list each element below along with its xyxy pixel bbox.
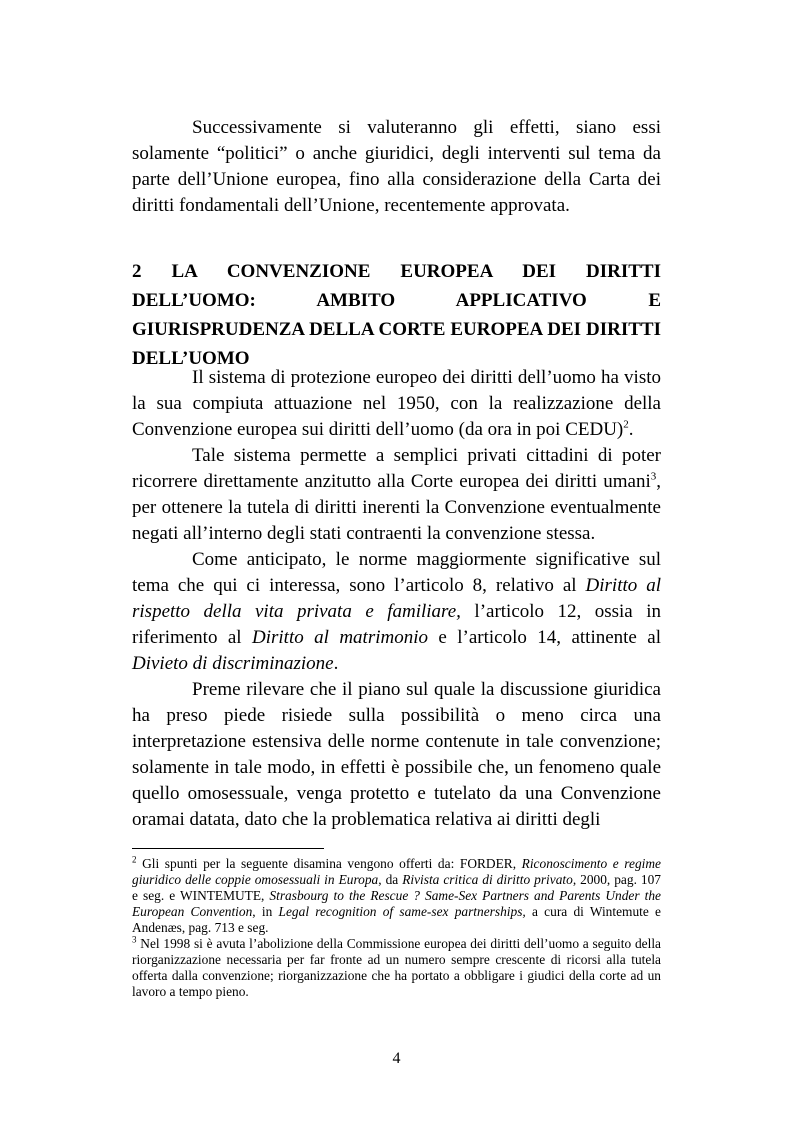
article-12-title: Diritto al matrimonio — [252, 627, 428, 648]
footnote-3-number: 3 — [132, 934, 137, 945]
body-paragraph-2-end: , per ottenere la tutela di diritti inerenti la Convenzione eventualmente negati all’interno degli stati contraenti la convenzione stessa. — [132, 471, 661, 544]
footnote-ref-3[interactable]: 3 — [650, 470, 657, 483]
body-paragraph-3-text-b: l’articolo 12, ossia in riferimento al — [132, 601, 661, 648]
footnote-2-number: 2 — [132, 854, 137, 865]
footnote-2-text-c: , 2000, pag. 107 e seg. e WINTEMUTE, — [132, 872, 661, 903]
body-paragraph-3-text-c: e l’articolo 14, attinente al — [428, 627, 661, 648]
body-paragraph-3-text-d: . — [333, 653, 339, 674]
article-14-title: Divieto di discriminazione — [132, 653, 334, 674]
footnotes — [132, 856, 661, 1000]
footnote-2-title-2: Strasbourg to the Rescue ? Same-Sex Partners and Parents Under the European Convention — [132, 888, 661, 919]
body-paragraph-2 — [132, 443, 661, 547]
footnote-2-journal: Rivista critica di diritto privato — [402, 872, 573, 887]
section-body — [132, 365, 661, 833]
body-paragraph-3-text-a: Come anticipato, le norme maggiormente significative sul tema che qui ci interessa, sono l’articolo 8, relativo al — [132, 549, 661, 596]
footnote-separator — [132, 848, 324, 849]
footnote-2-text-b: , da — [378, 872, 403, 887]
article-8-title: Diritto al rispetto della vita privata e familiare, — [132, 575, 661, 622]
footnote-2-title-1: Riconoscimento e regime giuridico delle coppie omosessuali in Europa — [132, 856, 661, 887]
footnote-2-text-e: a cura di Wintemute e Andenæs, pag. 713 e seg. — [132, 904, 661, 935]
body-paragraph-2-text: Tale sistema permette a semplici privati cittadini di poter ricorrere direttamente anzitutto alla Corte europea dei diritti umani — [132, 445, 661, 492]
body-paragraph-1 — [132, 365, 661, 443]
footnote-2-text-a: Gli spunti per la seguente disamina vengono offerti da: FORDER, — [136, 856, 522, 871]
intro-paragraph: Successivamente si valuteranno gli effetti, siano essi solamente “politici” o anche giuridici, degli interventi sul tema da parte dell’Unione europea, fino alla considerazione della Carta dei diritti fondamentali dell’Unione, recentemente approvata. — [132, 117, 661, 216]
footnote-ref-2[interactable]: 2 — [623, 418, 629, 431]
footnote-2-text-d: , in — [252, 904, 279, 919]
body-paragraph-4: Preme rilevare che il piano sul quale la discussione giuridica ha preso piede risiede sulla possibilità o meno circa una interpretazione estensiva delle norme contenute in tale convenzione; solamente in tale modo, in effetti è possibile che, un fenomeno quale quello omosessuale, venga protetto e tutelato da una Convenzione oramai datata, dato che la problematica relativa ai diritti degli — [132, 679, 661, 830]
body-paragraph-3 — [132, 547, 661, 677]
footnote-2 — [132, 856, 661, 936]
footnote-2-title-3: Legal recognition of same-sex partnerships, — [278, 904, 526, 919]
footnote-3-text: Nel 1998 si è avuta l’abolizione della Commissione europea dei diritti dell’uomo a seguito della riorganizzazione necessaria per far fronte ad un numero sempre crescente di ricorsi alla tutela offerta dalla convenzione; riorganizzazione che ha portato a obbligare i giudici della corte ad un lavoro a tempo pieno. — [132, 936, 661, 999]
section-heading: 2 LA CONVENZIONE EUROPEA DEI DIRITTI DELL’UOMO: AMBITO APPLICATIVO E GIURISPRUDENZA DELLA CORTE EUROPEA DEI DIRITTI DELL’UOMO — [132, 261, 661, 369]
body-paragraph-1-text: Il sistema di protezione europeo dei diritti dell’uomo ha visto la sua compiuta attuazione nel 1950, con la realizzazione della Convenzione europea sui diritti dell’uomo (da ora in poi CEDU) — [132, 367, 661, 440]
footnote-3 — [132, 936, 661, 1000]
body-paragraph-1-end: . — [628, 419, 634, 440]
page-number: 4 — [392, 1050, 401, 1067]
